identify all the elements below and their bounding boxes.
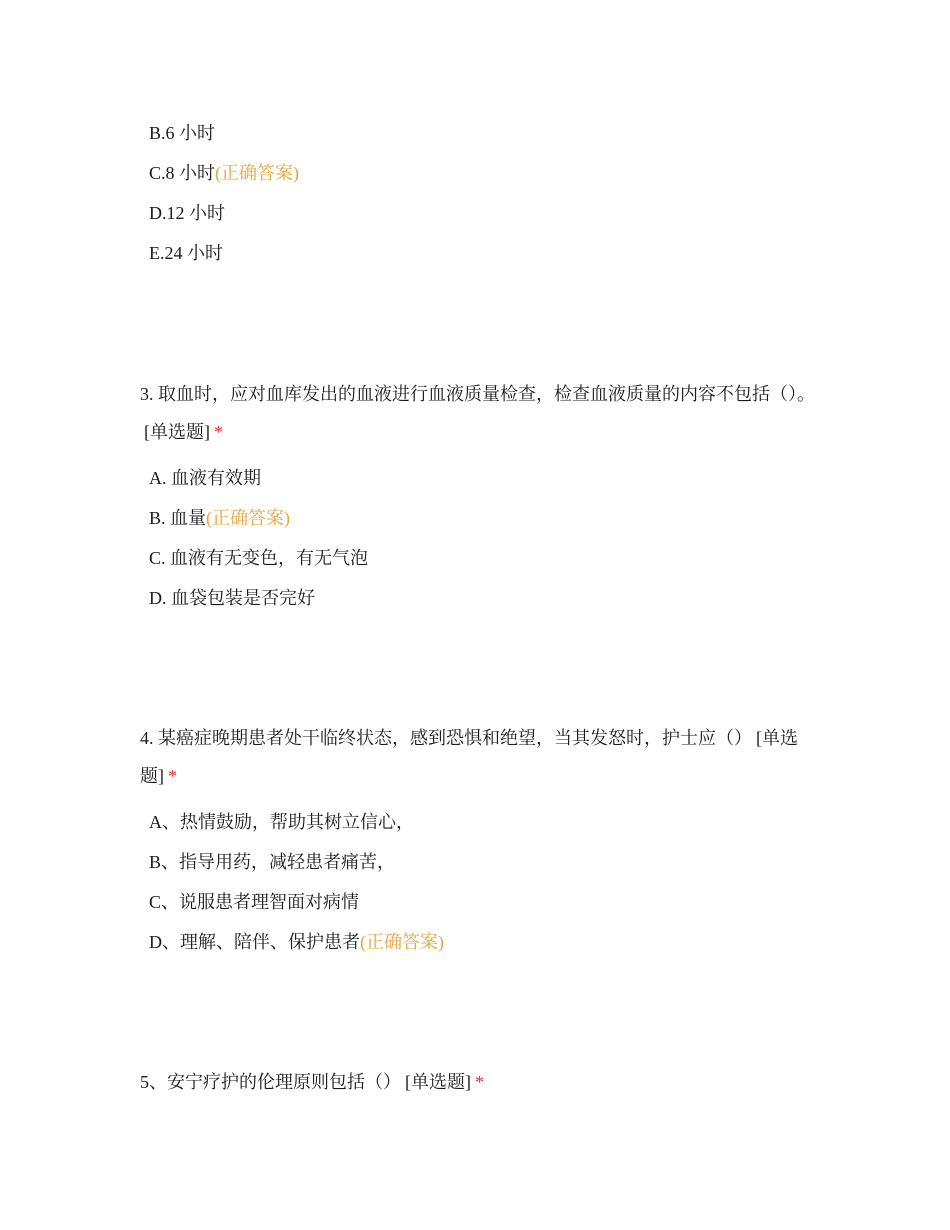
correct-answer-tag: (正确答案): [215, 163, 300, 183]
q3-option-c[interactable]: C. 血液有无变色，有无气泡: [149, 548, 369, 568]
q2-option-d[interactable]: D.12 小时: [149, 203, 225, 223]
q5-text: 5、安宁疗护的伦理原则包括（）: [140, 1072, 401, 1092]
q2-option-c[interactable]: C.8 小时(正确答案): [149, 163, 300, 183]
required-marker: *: [214, 422, 223, 442]
q4-options: [149, 802, 444, 962]
q4-type-badge: [单选题]: [140, 728, 798, 786]
q4-text: 4. 某癌症晚期患者处干临终状态，感到恐惧和绝望，当其发怒时，护士应（）: [140, 728, 752, 748]
q3-title: [140, 375, 820, 451]
q5-type-badge: [单选题]: [405, 1072, 471, 1092]
q3-type-badge: [单选题]: [144, 422, 210, 442]
q3-text: 3. 取血时，应对血库发出的血液进行血液质量检查，检查血液质量的内容不包括（）。: [140, 384, 815, 404]
q2-options: [149, 113, 299, 273]
q4-option-a[interactable]: A、热情鼓励，帮助其树立信心，: [149, 812, 414, 832]
q3-option-b[interactable]: B. 血量(正确答案): [149, 508, 291, 528]
q4-option-c[interactable]: C、说服患者理智面对病情: [149, 892, 360, 912]
q2-option-b[interactable]: B.6 小时: [149, 123, 216, 143]
q3-options: [149, 458, 368, 618]
q2-option-e[interactable]: E.24 小时: [149, 243, 223, 263]
q5-title: [140, 1063, 820, 1101]
correct-answer-tag: (正确答案): [206, 508, 291, 528]
required-marker: *: [475, 1072, 484, 1092]
q4-option-d[interactable]: D、理解、陪伴、保护患者(正确答案): [149, 932, 444, 952]
q4-option-b[interactable]: B、指导用药，减轻患者痛苦，: [149, 852, 396, 872]
q3-option-a[interactable]: A. 血液有效期: [149, 468, 261, 488]
q4-title: [140, 719, 820, 795]
required-marker: *: [168, 766, 177, 786]
q3-option-d[interactable]: D. 血袋包装是否完好: [149, 588, 315, 608]
correct-answer-tag: (正确答案): [360, 932, 444, 952]
